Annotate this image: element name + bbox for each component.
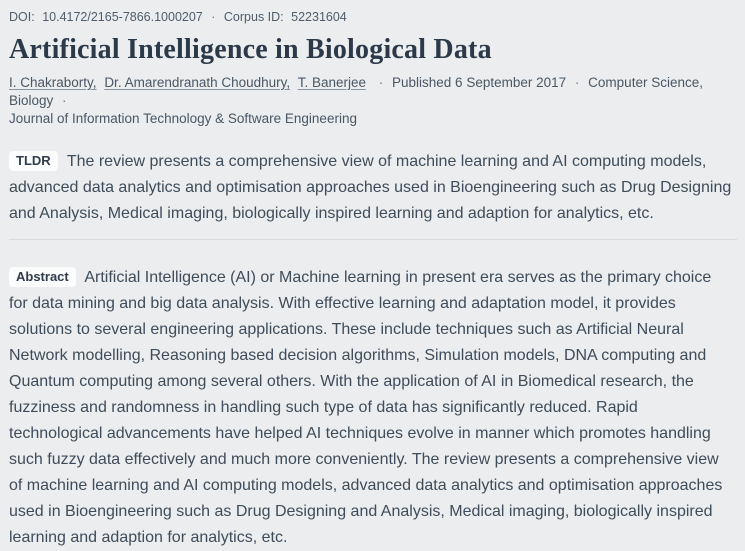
tldr-paragraph — [9, 149, 733, 227]
paper-meta — [9, 74, 733, 128]
doi-link[interactable]: 10.4172/2165-7866.1000207 — [42, 10, 203, 24]
fields-of-study: Computer Science, Biology — [9, 75, 703, 108]
meta-line-1 — [9, 74, 733, 110]
tldr-badge: TLDR — [9, 151, 58, 171]
dot-separator: · — [211, 10, 216, 24]
abstract-paragraph — [9, 265, 733, 551]
abstract-text: Artificial Intelligence (AI) or Machine learning in present era serves as the primary choice for data mining and big data analysis. With effective learning and adaptation model, it provides solutions to several engineering applications. These include techniques such as Artificial Neural Network modelling, Reasoning based decision algorithms, Simulation models, DNA computing and Quantum computing among several others. With the application of AI in Biomedical research, the fuzziness and randomness in handling such type of data has significantly reduced. Rapid technological advancements have helped AI techniques evolve in manner which promotes handling such fuzzy data effectively and much more conveniently. The review presents a comprehensive view of machine learning and AI computing models, advanced data analytics and optimisation approaches used in Bioengineering such as Drug Designing and Analysis, Medical imaging, biologically inspired learning and adaption for analytics, etc. — [9, 269, 723, 546]
author-link-1[interactable]: I. Chakraborty, — [9, 75, 97, 90]
author-link-3[interactable]: T. Banerjee — [297, 75, 366, 90]
tldr-text: The review presents a comprehensive view of machine learning and AI computing models, advanced data analytics and optimisation approaches used in Bioengineering such as Drug Designing and Analysis, Medical imaging, biologically inspired learning and adaption for analytics, etc. — [9, 153, 732, 222]
dot-separator: · — [574, 75, 580, 90]
paper-title: Artificial Intelligence in Biological Data — [9, 34, 492, 65]
section-divider — [9, 239, 737, 240]
published-date: Published 6 September 2017 — [392, 75, 567, 90]
abstract-badge: Abstract — [9, 267, 76, 287]
corpus-id-value: 52231604 — [291, 10, 347, 24]
doi-line — [9, 9, 733, 25]
dot-separator: · — [62, 93, 67, 108]
doi-label: DOI: — [9, 10, 35, 24]
corpus-id-label: Corpus ID: — [223, 10, 284, 24]
journal-name: Journal of Information Technology & Software Engineering — [9, 111, 357, 126]
dot-separator: · — [378, 75, 384, 90]
author-link-2[interactable]: Dr. Amarendranath Choudhury, — [104, 75, 291, 90]
